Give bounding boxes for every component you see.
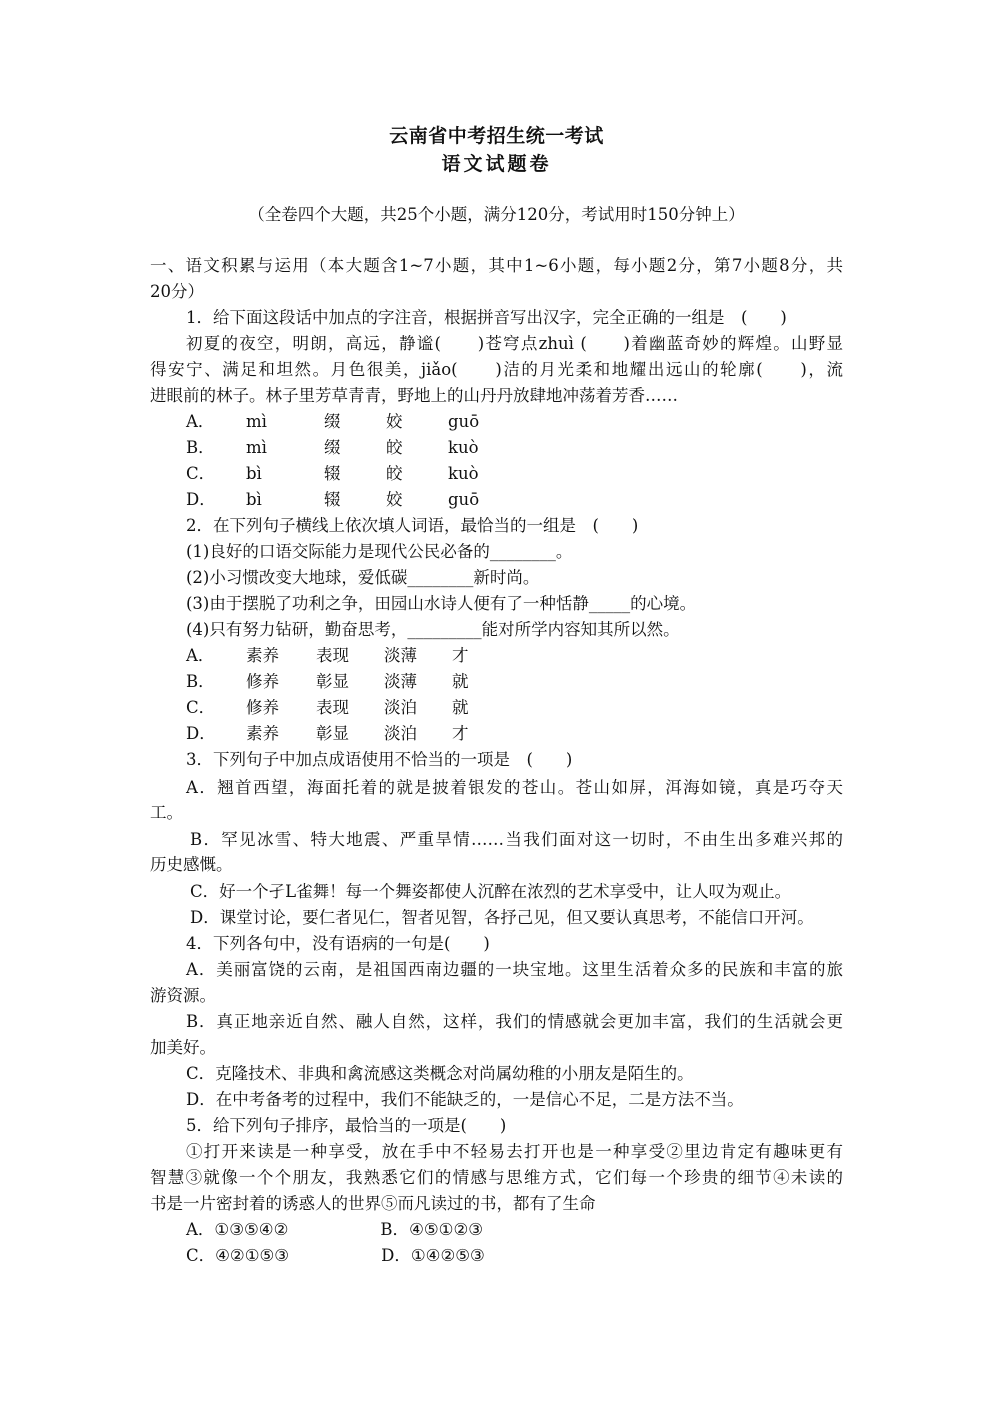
- q2-option-a: A． 素养 表现 淡薄 才: [186, 646, 469, 665]
- q1-option-a: A． mì 缀 姣 guō: [186, 412, 480, 431]
- q3-option-d: D．课堂讨论，要仁者见仁，智者见智，各抒己见，但又要认真思考，不能信口开河。: [190, 908, 814, 927]
- exam-title: 云南省中考招生统一考试: [389, 125, 604, 147]
- q5-options-row2: [186, 1244, 485, 1268]
- q3-option-b-line2: 历史感慨。: [150, 855, 233, 874]
- q1-option-d: D． bì 辍 姣 guō: [186, 490, 480, 509]
- q1-passage-line3: 进眼前的林子。林子里芳草青青，野地上的山丹丹放肆地冲荡着芳香……: [150, 386, 678, 405]
- q2-option-c: C． 修养 表现 淡泊 就: [186, 698, 469, 717]
- q1-option-b: B． mì 缀 皎 kuò: [186, 438, 479, 457]
- q3-option-a-line1: A．翘首西望，海面托着的就是披着银发的苍山。苍山如屏，洱海如镜，真是巧夺天: [186, 778, 843, 797]
- q5-option-d: D．①④②⑤③: [381, 1246, 485, 1265]
- exam-note: （全卷四个大题，共25个小题，满分120分，考试用时150分钟上）: [248, 205, 745, 224]
- section1-heading-line1: 一、语文积累与运用（本大题含1~7小题，其中1~6小题，每小题2分，第7小题8分，共: [150, 256, 843, 275]
- q4-option-a-line2: 游资源。: [150, 986, 216, 1005]
- q1-stem: 1．给下面这段话中加点的字注音，根据拼音写出汉字，完全正确的一组是 ( ): [186, 308, 787, 327]
- q3-stem: 3．下列句子中加点成语使用不恰当的一项是 ( ): [186, 750, 573, 769]
- q4-option-d: D．在中考备考的过程中，我们不能缺乏的，一是信心不足，二是方法不当。: [186, 1090, 744, 1109]
- q1-passage-line1: 初夏的夜空，明朗，高远，静谧( )苍穹点zhuì ( )着幽蓝奇妙的辉煌。山野显: [186, 334, 843, 353]
- q1-option-c: C． bì 辍 皎 kuò: [186, 464, 479, 483]
- q4-option-c: C．克隆技术、非典和禽流感这类概念对尚属幼稚的小朋友是陌生的。: [186, 1064, 694, 1083]
- q3-option-c: C．好一个孑L雀舞！每一个舞姿都使人沉醉在浓烈的艺术享受中，让人叹为观止。: [190, 882, 792, 901]
- q1-passage-line2: 得安宁、满足和坦然。月色很美，jiǎo( )洁的月光柔和地耀出远山的轮廓( )，流: [150, 360, 843, 379]
- q2-sentence-1: (1)良好的口语交际能力是现代公民必备的________。: [186, 542, 573, 561]
- q2-stem: 2．在下列句子横线上依次填人词语，最恰当的一组是 ( ): [186, 516, 639, 535]
- q3-option-a-line2: 工。: [150, 803, 183, 822]
- q5-options-row1: [186, 1218, 483, 1242]
- q2-option-b: B． 修养 彰显 淡薄 就: [186, 672, 469, 691]
- exam-subtitle: 语文试题卷: [441, 153, 552, 175]
- q4-option-b-line2: 加美好。: [150, 1038, 216, 1057]
- q5-option-b: B．④⑤①②③: [380, 1220, 484, 1239]
- q4-option-a-line1: A．美丽富饶的云南，是祖国西南边疆的一块宝地。这里生活着众多的民族和丰富的旅: [186, 960, 843, 979]
- q2-sentence-3: (3)由于摆脱了功利之争，田园山水诗人便有了一种恬静_____的心境。: [186, 594, 697, 613]
- q3-option-b-line1: B．罕见冰雪、特大地震、严重旱情……当我们面对这一切时，不由生出多难兴邦的: [190, 830, 843, 849]
- q4-stem: 4．下列各句中，没有语病的一句是( ): [186, 934, 490, 953]
- q2-sentence-2: (2)小习惯改变大地球，爱低碳________新时尚。: [186, 568, 540, 587]
- section1-heading-line2: 20分）: [150, 282, 204, 301]
- q5-option-c: C．④②①⑤③: [186, 1246, 290, 1265]
- q2-option-d: D． 素养 彰显 淡泊 才: [186, 724, 469, 743]
- q4-option-b-line1: B．真正地亲近自然、融人自然，这样，我们的情感就会更加丰富，我们的生活就会更: [186, 1012, 843, 1031]
- q5-stem: 5．给下列句子排序，最恰当的一项是( ): [186, 1116, 507, 1135]
- q5-passage-line2: 智慧③就像一个个朋友，我熟悉它们的情感与思维方式，它们每一个珍贵的细节④未读的: [150, 1168, 843, 1187]
- q5-option-a: A．①③⑤④②: [186, 1220, 289, 1239]
- q2-sentence-4: (4)只有努力钻研，勤奋思考，_________能对所学内容知其所以然。: [186, 620, 680, 639]
- q5-passage-line3: 书是一片密封着的诱惑人的世界⑤而凡读过的书，都有了生命: [150, 1194, 596, 1213]
- q5-passage-line1: ①打开来读是一种享受，放在手中不轻易去打开也是一种享受②里边肯定有趣味更有: [186, 1142, 843, 1161]
